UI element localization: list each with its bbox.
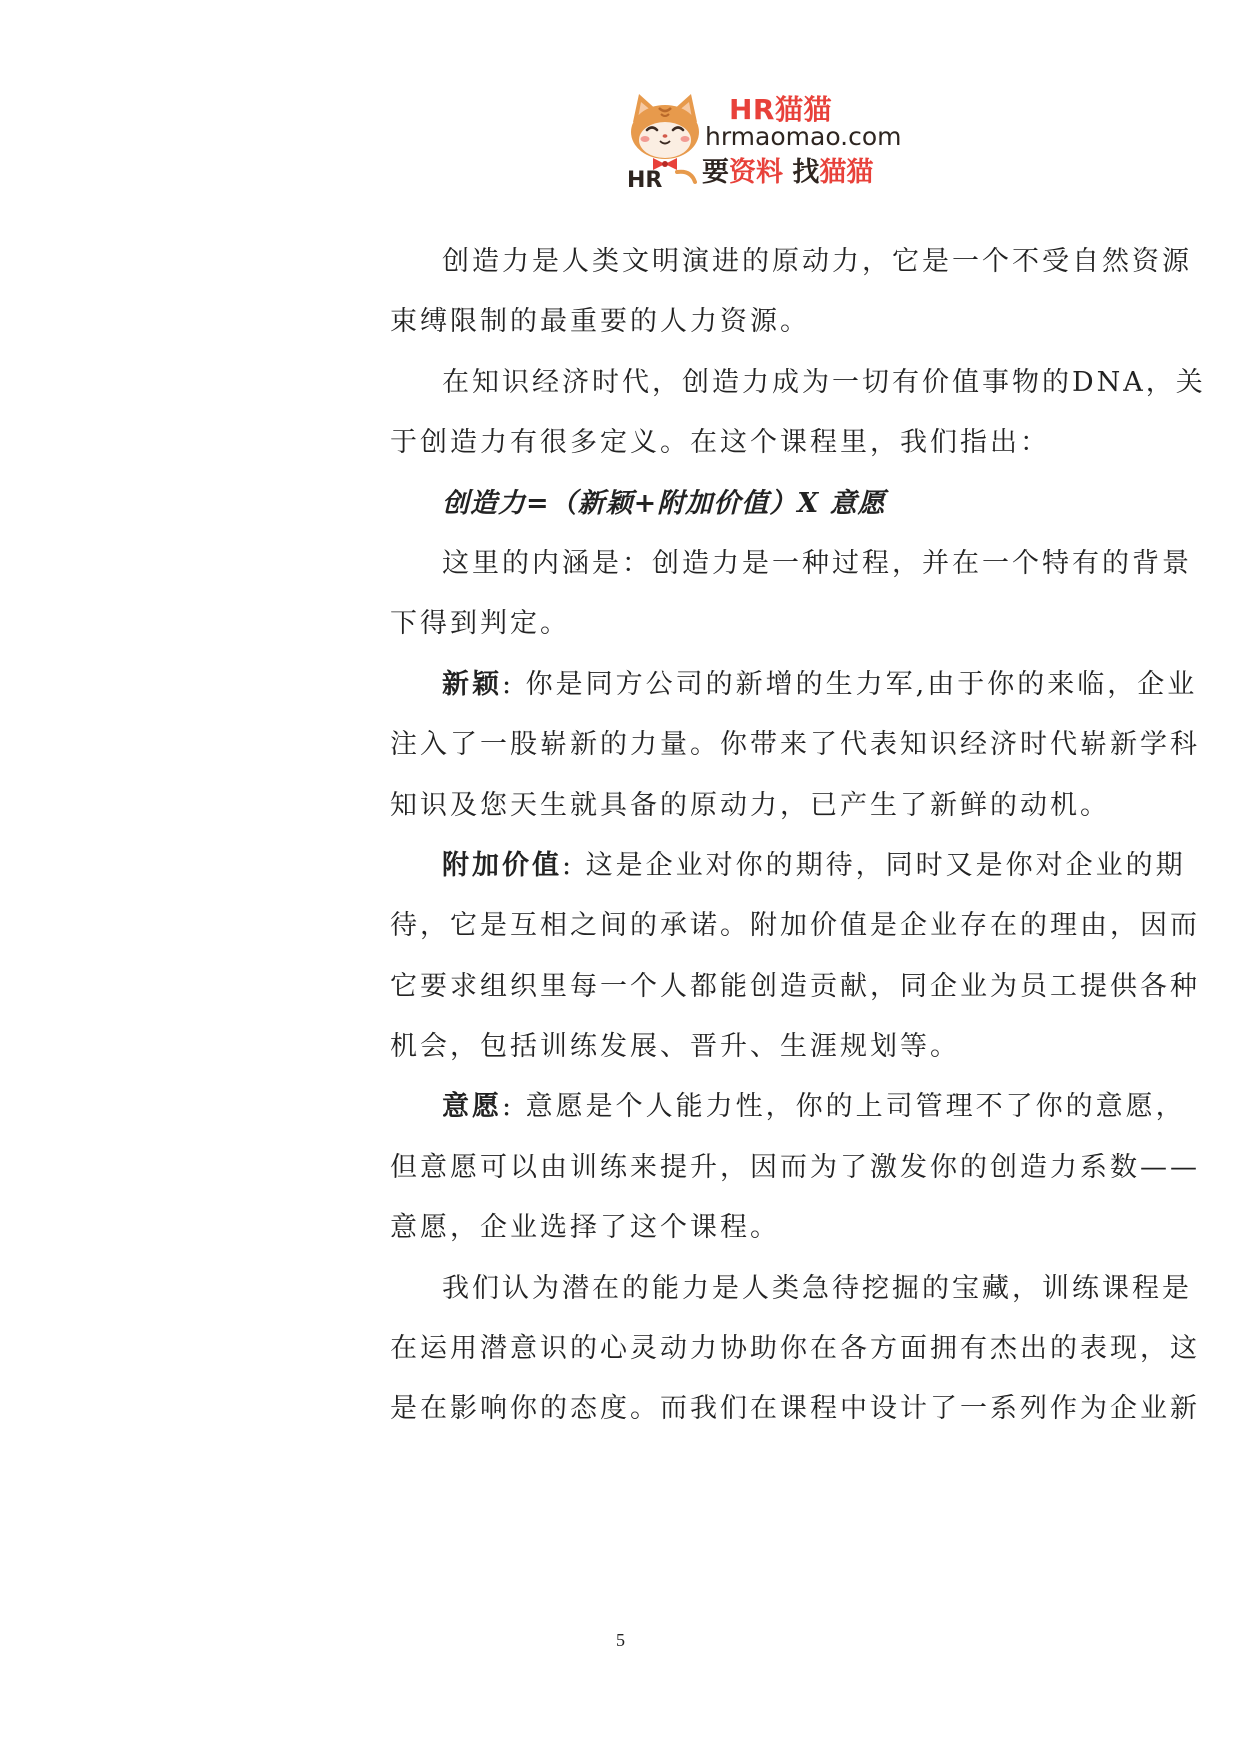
paragraph-6-line-2: 但意愿可以由训练来提升，因而为了激发你的创造力系数—— [390,1152,1200,1183]
term-novelty: 新颖 [442,669,502,700]
paragraph-6-line-1 [442,1090,1186,1124]
paragraph-3-line-2: 下得到判定。 [390,608,570,639]
paragraph-5-line-3: 它要求组织里每一个人都能创造贡献，同企业为员工提供各种 [390,971,1200,1002]
paragraph-2-line-2: 于创造力有很多定义。在这个课程里，我们指出： [390,427,1050,458]
paragraph-1-line-1: 创造力是人类文明演进的原动力，它是一个不受自然资源 [442,246,1192,277]
creativity-formula: 创造力=（新颖+附加价值）X 意愿 [442,488,886,519]
paragraph-5-line-2: 待，它是互相之间的承诺。附加价值是企业存在的理由，因而 [390,910,1200,941]
paragraph-4-line-2: 注入了一股崭新的力量。你带来了代表知识经济时代崭新学科 [390,729,1200,760]
paragraph-6-line-1-text: : 意愿是个人能力性，你的上司管理不了你的意愿， [502,1091,1186,1122]
term-willingness: 意愿 [442,1091,502,1122]
svg-text:HR: HR [627,168,663,188]
paragraph-2-line-1: 在知识经济时代，创造力成为一切有价值事物的DNA，关 [442,367,1206,398]
paragraph-4-line-1-text: : 你是同方公司的新增的生力军,由于你的来临，企业 [502,669,1198,700]
slogan-part-3: 找 [783,157,820,188]
paragraph-7-line-2: 在运用潜意识的心灵动力协助你在各方面拥有杰出的表现，这 [390,1333,1200,1364]
paragraph-5-line-1 [442,849,1186,883]
paragraph-4-line-1 [442,668,1197,702]
slogan-part-2: 资料 [729,157,783,188]
paragraph-6-line-3: 意愿，企业选择了这个课程。 [390,1212,780,1243]
paragraph-7-line-3: 是在影响你的态度。而我们在课程中设计了一系列作为企业新 [390,1393,1200,1424]
paragraph-4-line-3: 知识及您天生就具备的原动力，已产生了新鲜的动机。 [390,790,1110,821]
brand-name: HR猫猫 [729,93,832,126]
brand-slogan [702,150,873,189]
paragraph-5-line-4: 机会，包括训练发展、晋升、生涯规划等。 [390,1031,960,1062]
slogan-part-1: 要 [702,157,729,188]
paragraph-3-line-1: 这里的内涵是：创造力是一种过程，并在一个特有的背景 [442,548,1192,579]
slogan-part-4: 猫猫 [819,157,874,188]
term-added-value: 附加价值 [442,850,562,881]
brand-domain: hrmaomao.com [705,122,902,151]
page-number: 5 [616,1630,625,1650]
paragraph-7-line-1: 我们认为潜在的能力是人类急待挖掘的宝藏，训练课程是 [442,1273,1192,1304]
hrmaomao-logo [625,88,902,188]
paragraph-5-line-1-text: : 这是企业对你的期待，同时又是你对企业的期 [562,850,1186,881]
cat-mascot-icon [625,92,705,188]
paragraph-1-line-2: 束缚限制的最重要的人力资源。 [390,306,810,337]
